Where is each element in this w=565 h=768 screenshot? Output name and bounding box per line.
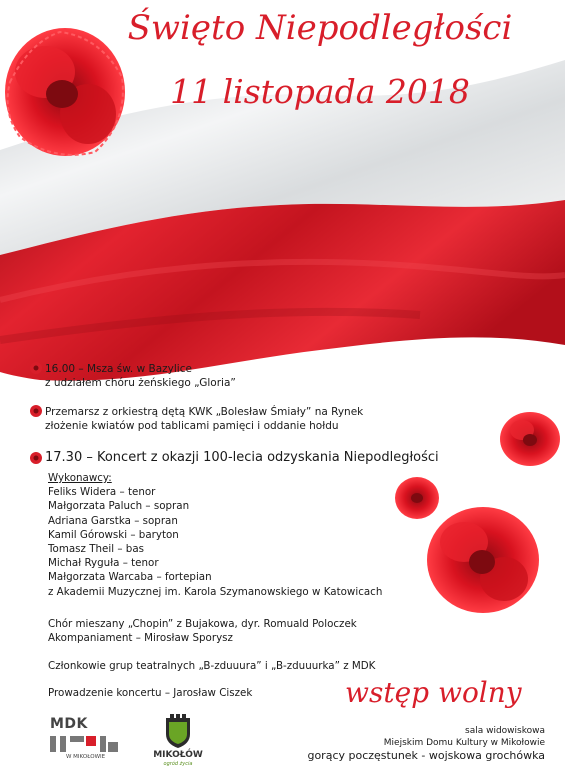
carnation-flower-image	[498, 410, 562, 468]
mikolow-crest-icon	[166, 714, 190, 748]
event-march-line1: Przemarsz z orkiestrą dętą KWK „Bolesław Śmiały” na Rynek	[45, 406, 364, 418]
concert-host: Prowadzenie koncertu – Jarosław Ciszek	[48, 687, 253, 699]
venue-food: gorący poczęstunek - wojskowa grochówka	[307, 749, 545, 762]
mdk-logo-mark-icon	[50, 736, 118, 752]
poster-date: 11 listopada 2018	[170, 72, 470, 111]
event-concert	[45, 450, 439, 466]
venue-info	[307, 726, 545, 763]
carnation-bullet-icon	[30, 362, 42, 374]
choir-line1: Chór mieszany „Chopin” z Bujakowa, dyr. Romuald Poloczek	[48, 618, 357, 630]
theatre-groups: Członkowie grup teatralnych „B-zduuura” i „B-zduuurka” z MDK	[48, 660, 376, 672]
carnation-bullet-icon	[30, 405, 42, 417]
mdk-logo	[46, 716, 122, 764]
performers-heading: Wykonawcy:	[48, 472, 112, 484]
mikolow-logo	[150, 712, 206, 768]
event-mass	[45, 362, 236, 390]
performer-item: Tomasz Theil – bas	[48, 543, 144, 556]
carnation-flower-image	[424, 504, 542, 616]
performer-item: Adriana Garstka – sopran	[48, 514, 178, 527]
event-mass-line2: z udziałem chóru żeńskiego „Gloria”	[45, 377, 236, 389]
performer-item: z Akademii Muzycznej im. Karola Szymanowskiego w Katowicach	[48, 585, 383, 598]
performer-item: Kamil Górowski – baryton	[48, 528, 179, 541]
mikolow-logo-name: MIKOŁÓW	[153, 750, 203, 760]
carnation-flower-image	[0, 22, 130, 162]
venue-line2: Miejskim Domu Kultury w Mikołowie	[383, 737, 545, 748]
event-concert-line1: 17.30 – Koncert z okazji 100-lecia odzyskania Niepodległości	[45, 450, 439, 465]
mdk-logo-sub: W MIKOŁOWIE	[66, 754, 106, 760]
free-admission: wstęp wolny	[345, 676, 522, 709]
mdk-logo-name: MDK	[50, 716, 88, 732]
performer-item: Feliks Widera – tenor	[48, 486, 156, 499]
mikolow-logo-tag: ogród życia	[163, 761, 193, 767]
performer-item: Michał Ryguła – tenor	[48, 557, 159, 570]
choir-line2: Akompaniament – Mirosław Sporysz	[48, 632, 233, 644]
poster-title: Święto Niepodległości	[127, 8, 513, 48]
performers-list	[48, 471, 382, 599]
event-mass-line1: 16.00 – Msza św. w Bazylice	[45, 363, 192, 375]
venue-line1: sala widowiskowa	[465, 726, 545, 736]
event-march-line2: złożenie kwiatów pod tablicami pamięci i oddanie hołdu	[45, 420, 339, 432]
event-march	[45, 405, 363, 433]
carnation-bullet-icon	[30, 452, 42, 464]
performer-item: Małgorzata Paluch – sopran	[48, 500, 190, 513]
performer-item: Małgorzata Warcaba – fortepian	[48, 571, 212, 584]
